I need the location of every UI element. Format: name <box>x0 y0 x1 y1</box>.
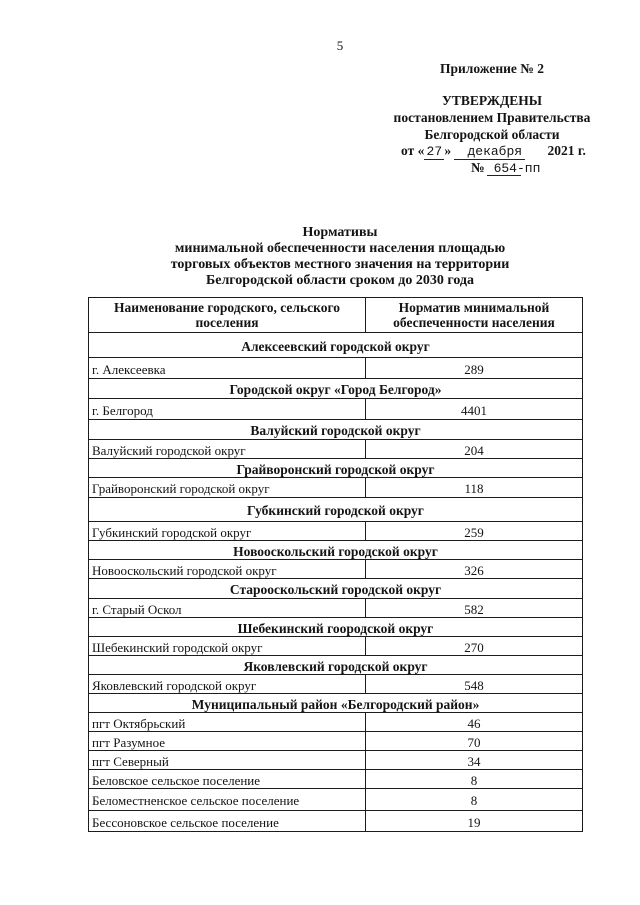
table-row <box>89 789 583 811</box>
settlement-name: Беловское сельское поселение <box>89 770 366 789</box>
date-day: 27 <box>424 145 444 160</box>
decree-date <box>401 143 586 160</box>
section-title: Муниципальный район «Белгородский район» <box>89 694 583 713</box>
norm-value: 46 <box>366 713 583 732</box>
column-header-norm <box>366 298 583 333</box>
settlement-name: Беломестненское сельское поселение <box>89 789 366 811</box>
section-row <box>89 420 583 440</box>
section-row <box>89 694 583 713</box>
settlement-name: Новооскольский городской округ <box>89 560 366 579</box>
norm-value: 8 <box>366 789 583 811</box>
section-title: Новооскольский городской округ <box>89 541 583 560</box>
appendix-label: Приложение № 2 <box>440 61 544 76</box>
section-title: Губкинский городской округ <box>89 498 583 522</box>
settlement-name: пгт Октябрьский <box>89 713 366 732</box>
table-row <box>89 358 583 379</box>
settlement-name: Бессоновское сельское поселение <box>89 811 366 832</box>
settlement-name: Губкинский городской округ <box>89 522 366 541</box>
section-title: Шебекинский гоородской округ <box>89 618 583 637</box>
header-line: обеспеченности населения <box>393 315 555 330</box>
document-title-line: Белгородской области сроком до 2030 года <box>205 273 475 288</box>
table-row <box>89 440 583 459</box>
header-line: поселения <box>195 315 259 330</box>
settlement-name: Яковлевский городской округ <box>89 675 366 694</box>
document-title-line: торговых объектов местного значения на территории <box>170 257 510 272</box>
approved-heading: УТВЕРЖДЕНЫ <box>441 93 543 108</box>
section-row <box>89 618 583 637</box>
table-row <box>89 560 583 579</box>
settlement-name: Шебекинский городской округ <box>89 637 366 656</box>
document-title: Нормативы <box>302 225 378 240</box>
table-row <box>89 522 583 541</box>
norm-value: 289 <box>366 358 583 379</box>
settlement-name: г. Старый Оскол <box>89 599 366 618</box>
table-row <box>89 478 583 498</box>
section-row <box>89 333 583 358</box>
norm-value: 19 <box>366 811 583 832</box>
table-body <box>89 333 583 832</box>
header-line: Наименование городского, сельского <box>114 300 340 315</box>
norm-value: 204 <box>366 440 583 459</box>
norm-value: 8 <box>366 770 583 789</box>
norm-value: 34 <box>366 751 583 770</box>
column-header-settlement <box>89 298 366 333</box>
page-number: 5 <box>336 38 344 53</box>
approved-by-line-2: Белгородской области <box>424 127 560 142</box>
settlement-name: пгт Разумное <box>89 732 366 751</box>
document-title-line: минимальной обеспеченности населения площадью <box>174 241 506 256</box>
section-title: Яковлевский городской округ <box>89 656 583 675</box>
settlement-name: Валуйский городской округ <box>89 440 366 459</box>
settlement-name: Грайворонский городской округ <box>89 478 366 498</box>
norm-value: 326 <box>366 560 583 579</box>
norm-value: 582 <box>366 599 583 618</box>
table-row <box>89 599 583 618</box>
norms-table <box>88 297 583 832</box>
table-row <box>89 751 583 770</box>
section-title: Валуйский городской округ <box>89 420 583 440</box>
date-quote-close: » <box>444 143 452 158</box>
number-sign: № <box>471 160 485 175</box>
decree-number <box>471 160 540 176</box>
section-row <box>89 498 583 522</box>
norm-value: 118 <box>366 478 583 498</box>
table-row <box>89 732 583 751</box>
norm-value: 259 <box>366 522 583 541</box>
norm-value: 548 <box>366 675 583 694</box>
settlement-name: г. Алексеевка <box>89 358 366 379</box>
section-row <box>89 541 583 560</box>
section-row <box>89 579 583 599</box>
settlement-name: пгт Северный <box>89 751 366 770</box>
section-title: Алексеевский городской округ <box>89 333 583 358</box>
section-row <box>89 656 583 675</box>
approved-by-line-1: постановлением Правительства <box>393 110 591 125</box>
norm-value: 270 <box>366 637 583 656</box>
section-title: Городской округ «Город Белгород» <box>89 379 583 399</box>
table-row <box>89 713 583 732</box>
number-value: 654-пп <box>485 162 541 176</box>
date-prefix: от « <box>401 143 425 158</box>
table-header-row <box>89 298 583 333</box>
settlement-name: г. Белгород <box>89 399 366 420</box>
section-row <box>89 379 583 399</box>
date-month: декабря <box>454 145 525 160</box>
table-row <box>89 811 583 832</box>
date-year: 2021 г. <box>547 143 586 158</box>
table-row <box>89 637 583 656</box>
table-row <box>89 399 583 420</box>
table-row <box>89 675 583 694</box>
header-line: Норматив минимальной <box>398 300 550 315</box>
section-row <box>89 459 583 478</box>
norm-value: 70 <box>366 732 583 751</box>
table-row <box>89 770 583 789</box>
section-title: Старооскольский городской округ <box>89 579 583 599</box>
norm-value: 4401 <box>366 399 583 420</box>
section-title: Грайворонский городской округ <box>89 459 583 478</box>
